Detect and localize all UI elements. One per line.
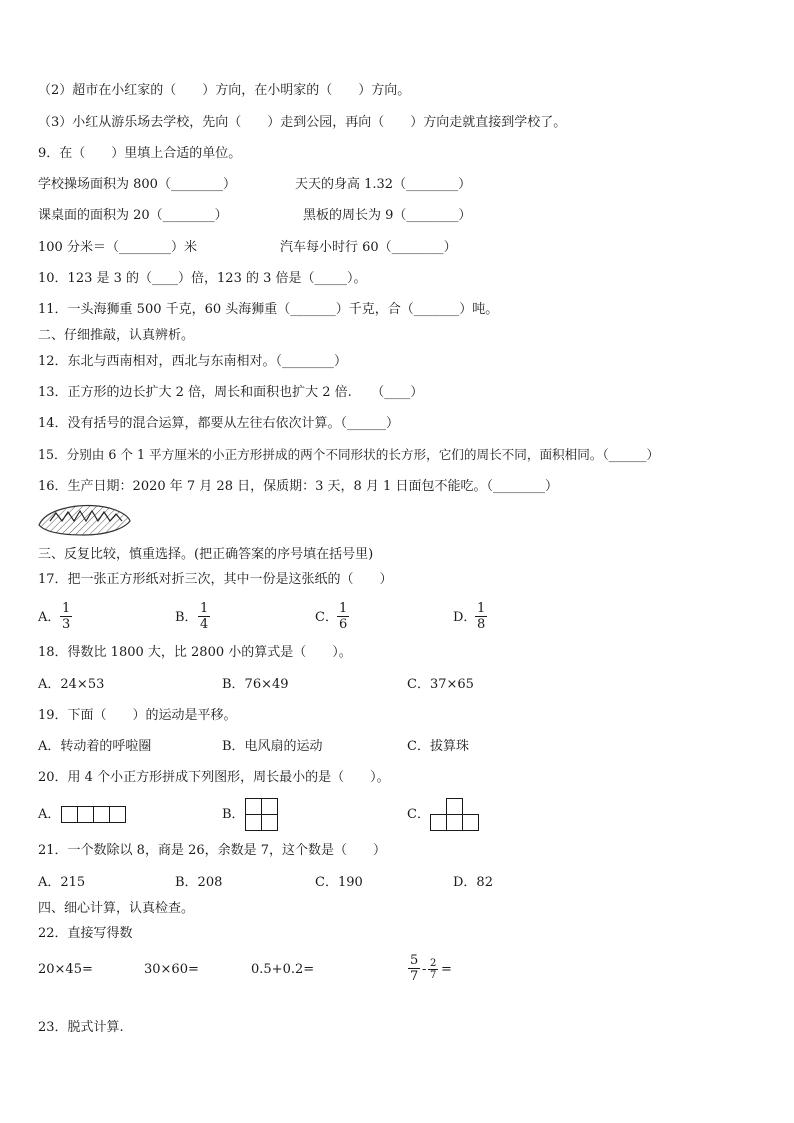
q9-item-b: 天天的身高 1.32（________） xyxy=(295,177,472,192)
q22-item-3: 0.5+0.2= xyxy=(251,962,315,977)
q13: 13．正方形的边长扩大 2 倍，周长和面积也扩大 2 倍. （____） xyxy=(38,385,424,400)
q21-option-d: D．82 xyxy=(453,875,493,890)
q22-minus: - xyxy=(422,962,427,977)
q18-option-a: A．24×53 xyxy=(38,677,105,692)
q11: 11．一头海狮重 500 千克，60 头海狮重（_______）千克，合（_______）吨。 xyxy=(38,302,499,317)
denominator: 8 xyxy=(477,617,486,632)
section-2-heading: 二、仔细推敲，认真辨析。 xyxy=(38,328,195,343)
q17-option-a-label: A． xyxy=(38,610,61,625)
q17-option-b-fraction xyxy=(198,601,210,632)
bread-image xyxy=(36,503,132,537)
q22-fraction-2 xyxy=(428,958,438,981)
q23: 23．脱式计算. xyxy=(38,1020,124,1035)
q17-option-d-label: D． xyxy=(453,610,477,625)
q19-option-b: B．电风扇的运动 xyxy=(222,739,323,754)
q22-fraction-1 xyxy=(408,953,420,984)
q15: 15．分别由 6 个 1 平方厘米的小正方形拼成的两个不同形状的长方形，它们的周长不同，面积相同。（______） xyxy=(38,447,660,462)
q18: 18．得数比 1800 大，比 2800 小的算式是（ ）。 xyxy=(38,645,352,660)
denominator: 7 xyxy=(410,969,419,984)
q17-option-c-label: C． xyxy=(315,610,338,625)
q14: 14．没有括号的混合运算，都要从左往右依次计算。（______） xyxy=(38,416,400,431)
q19-option-a: A．转动着的呼啦圈 xyxy=(38,739,152,754)
q10: 10．123 是 3 的（____）倍，123 的 3 倍是（_____）。 xyxy=(38,271,367,286)
q21-option-b: B．208 xyxy=(175,875,223,890)
q16: 16．生产日期：2020 年 7 月 28 日，保质期：3 天，8 月 1 日面包不能吃。（________） xyxy=(38,479,558,494)
q12: 12．东北与西南相对，西北与东南相对。（________） xyxy=(38,354,348,369)
q19-option-c: C．拔算珠 xyxy=(407,739,469,754)
q8-part2: （2）超市在小红家的（ ）方向，在小明家的（ ）方向。 xyxy=(38,83,411,98)
q9-item-a: 学校操场面积为 800（________） xyxy=(38,177,236,192)
q17: 17．把一张正方形纸对折三次，其中一份是这张纸的（ ） xyxy=(38,572,393,587)
numerator: 1 xyxy=(477,601,486,616)
q22-item-1: 20×45= xyxy=(38,962,93,977)
q9-item-c: 课桌面的面积为 20（________） xyxy=(38,208,228,223)
q17-option-a-fraction xyxy=(60,601,72,632)
q9-item-f: 汽车每小时行 60（________） xyxy=(280,240,457,255)
q20-option-a-label: A． xyxy=(38,807,61,822)
q9-item-e: 100 分米＝（________）米 xyxy=(38,240,197,255)
q20-option-a-figure xyxy=(61,806,129,823)
numerator: 1 xyxy=(200,601,209,616)
denominator: 6 xyxy=(339,617,348,632)
q17-option-c-fraction xyxy=(337,601,349,632)
numerator: 5 xyxy=(410,953,419,968)
numerator: 1 xyxy=(62,601,71,616)
q18-option-b: B．76×49 xyxy=(222,677,289,692)
q21-option-a: A．215 xyxy=(38,875,86,890)
section-4-heading: 四、细心计算，认真检查。 xyxy=(38,901,195,916)
q17-option-b-label: B． xyxy=(175,610,198,625)
denominator: 7 xyxy=(430,970,437,981)
q20-option-b-figure xyxy=(245,798,280,832)
q19: 19．下面（ ）的运动是平移。 xyxy=(38,708,237,723)
q9-item-d: 黑板的周长为 9（________） xyxy=(303,208,472,223)
numerator: 2 xyxy=(430,958,437,969)
q21: 21．一个数除以 8，商是 26，余数是 7，这个数是（ ） xyxy=(38,843,387,858)
q18-option-c: C．37×65 xyxy=(407,677,474,692)
section-3-heading: 三、反复比较，慎重选择。(把正确答案的序号填在括号里) xyxy=(38,547,374,562)
q21-option-c: C．190 xyxy=(315,875,363,890)
denominator: 3 xyxy=(62,617,71,632)
q9-title: 9．在（ ）里填上合适的单位。 xyxy=(38,146,242,161)
q22: 22．直接写得数 xyxy=(38,926,133,941)
q20-option-c-label: C． xyxy=(407,807,430,822)
q20-option-b-label: B． xyxy=(222,807,245,822)
numerator: 1 xyxy=(339,601,348,616)
q20: 20．用 4 个小正方形拼成下列图形，周长最小的是（ ）。 xyxy=(38,770,390,785)
q8-part3: （3）小红从游乐场去学校，先向（ ）走到公园，再向（ ）方向走就直接到学校了。 xyxy=(38,115,567,130)
denominator: 4 xyxy=(200,617,209,632)
q22-equals: = xyxy=(441,962,452,977)
q17-option-d-fraction xyxy=(475,601,487,632)
q20-option-c-figure xyxy=(430,798,482,832)
q22-item-2: 30×60= xyxy=(144,962,199,977)
